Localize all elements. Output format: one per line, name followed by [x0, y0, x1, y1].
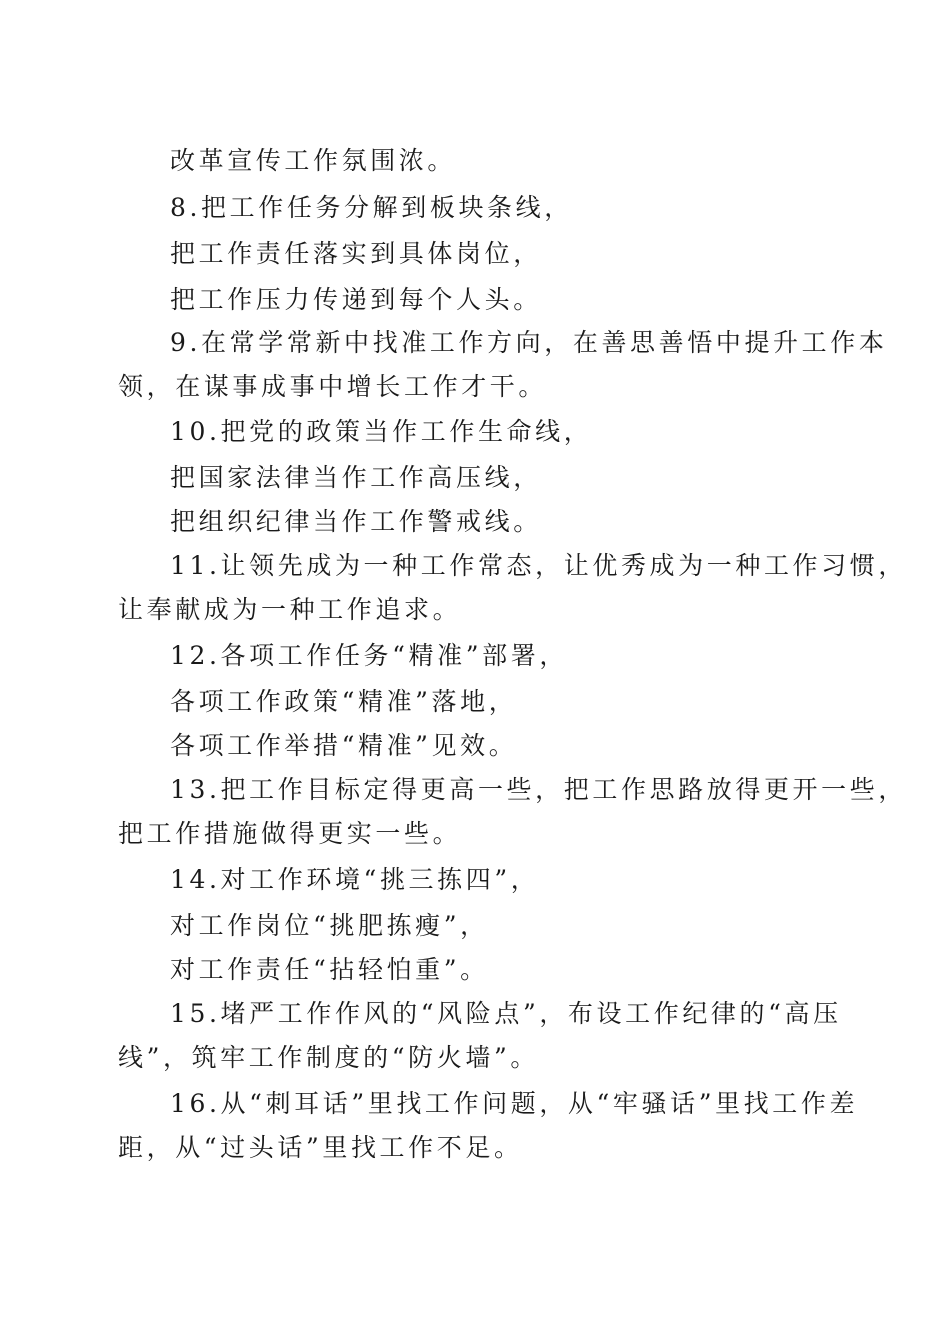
text-line: 把工作责任落实到具体岗位， — [170, 239, 542, 268]
text-line: 把工作压力传递到每个人头。 — [170, 285, 542, 314]
text-line: 10.把党的政策当作工作生命线， — [170, 417, 593, 446]
text-line: 11.让领先成为一种工作常态，让优秀成为一种工作习惯， — [170, 551, 907, 580]
text-line: 线”，筑牢工作制度的“防火墙”。 — [118, 1043, 539, 1072]
text-line: 13.把工作目标定得更高一些，把工作思路放得更开一些， — [170, 775, 907, 804]
text-line: 对工作岗位“挑肥拣瘦”， — [170, 911, 489, 940]
text-line: 8.把工作任务分解到板块条线， — [170, 193, 573, 222]
text-line: 14.对工作环境“挑三拣四”， — [170, 865, 540, 894]
text-line: 领，在谋事成事中增长工作才干。 — [118, 372, 548, 401]
text-line: 12.各项工作任务“精准”部署， — [170, 641, 568, 670]
text-line: 15.堵严工作作风的“风险点”，布设工作纪律的“高压 — [170, 999, 842, 1028]
text-line: 让奉献成为一种工作追求。 — [118, 595, 462, 624]
text-line: 改革宣传工作氛围浓。 — [170, 146, 457, 175]
text-line: 各项工作政策“精准”落地， — [170, 687, 518, 716]
text-line: 距，从“过头话”里找工作不足。 — [118, 1133, 523, 1162]
text-line: 16.从“刺耳话”里找工作问题，从“牢骚话”里找工作差 — [170, 1089, 859, 1118]
text-line: 对工作责任“拈轻怕重”。 — [170, 955, 489, 984]
text-line: 把工作措施做得更实一些。 — [118, 819, 462, 848]
text-line: 9.在常学常新中找准工作方向，在善思善悟中提升工作本 — [170, 328, 888, 357]
text-line: 把国家法律当作工作高压线， — [170, 463, 542, 492]
text-line: 各项工作举措“精准”见效。 — [170, 731, 518, 760]
text-line: 把组织纪律当作工作警戒线。 — [170, 507, 542, 536]
